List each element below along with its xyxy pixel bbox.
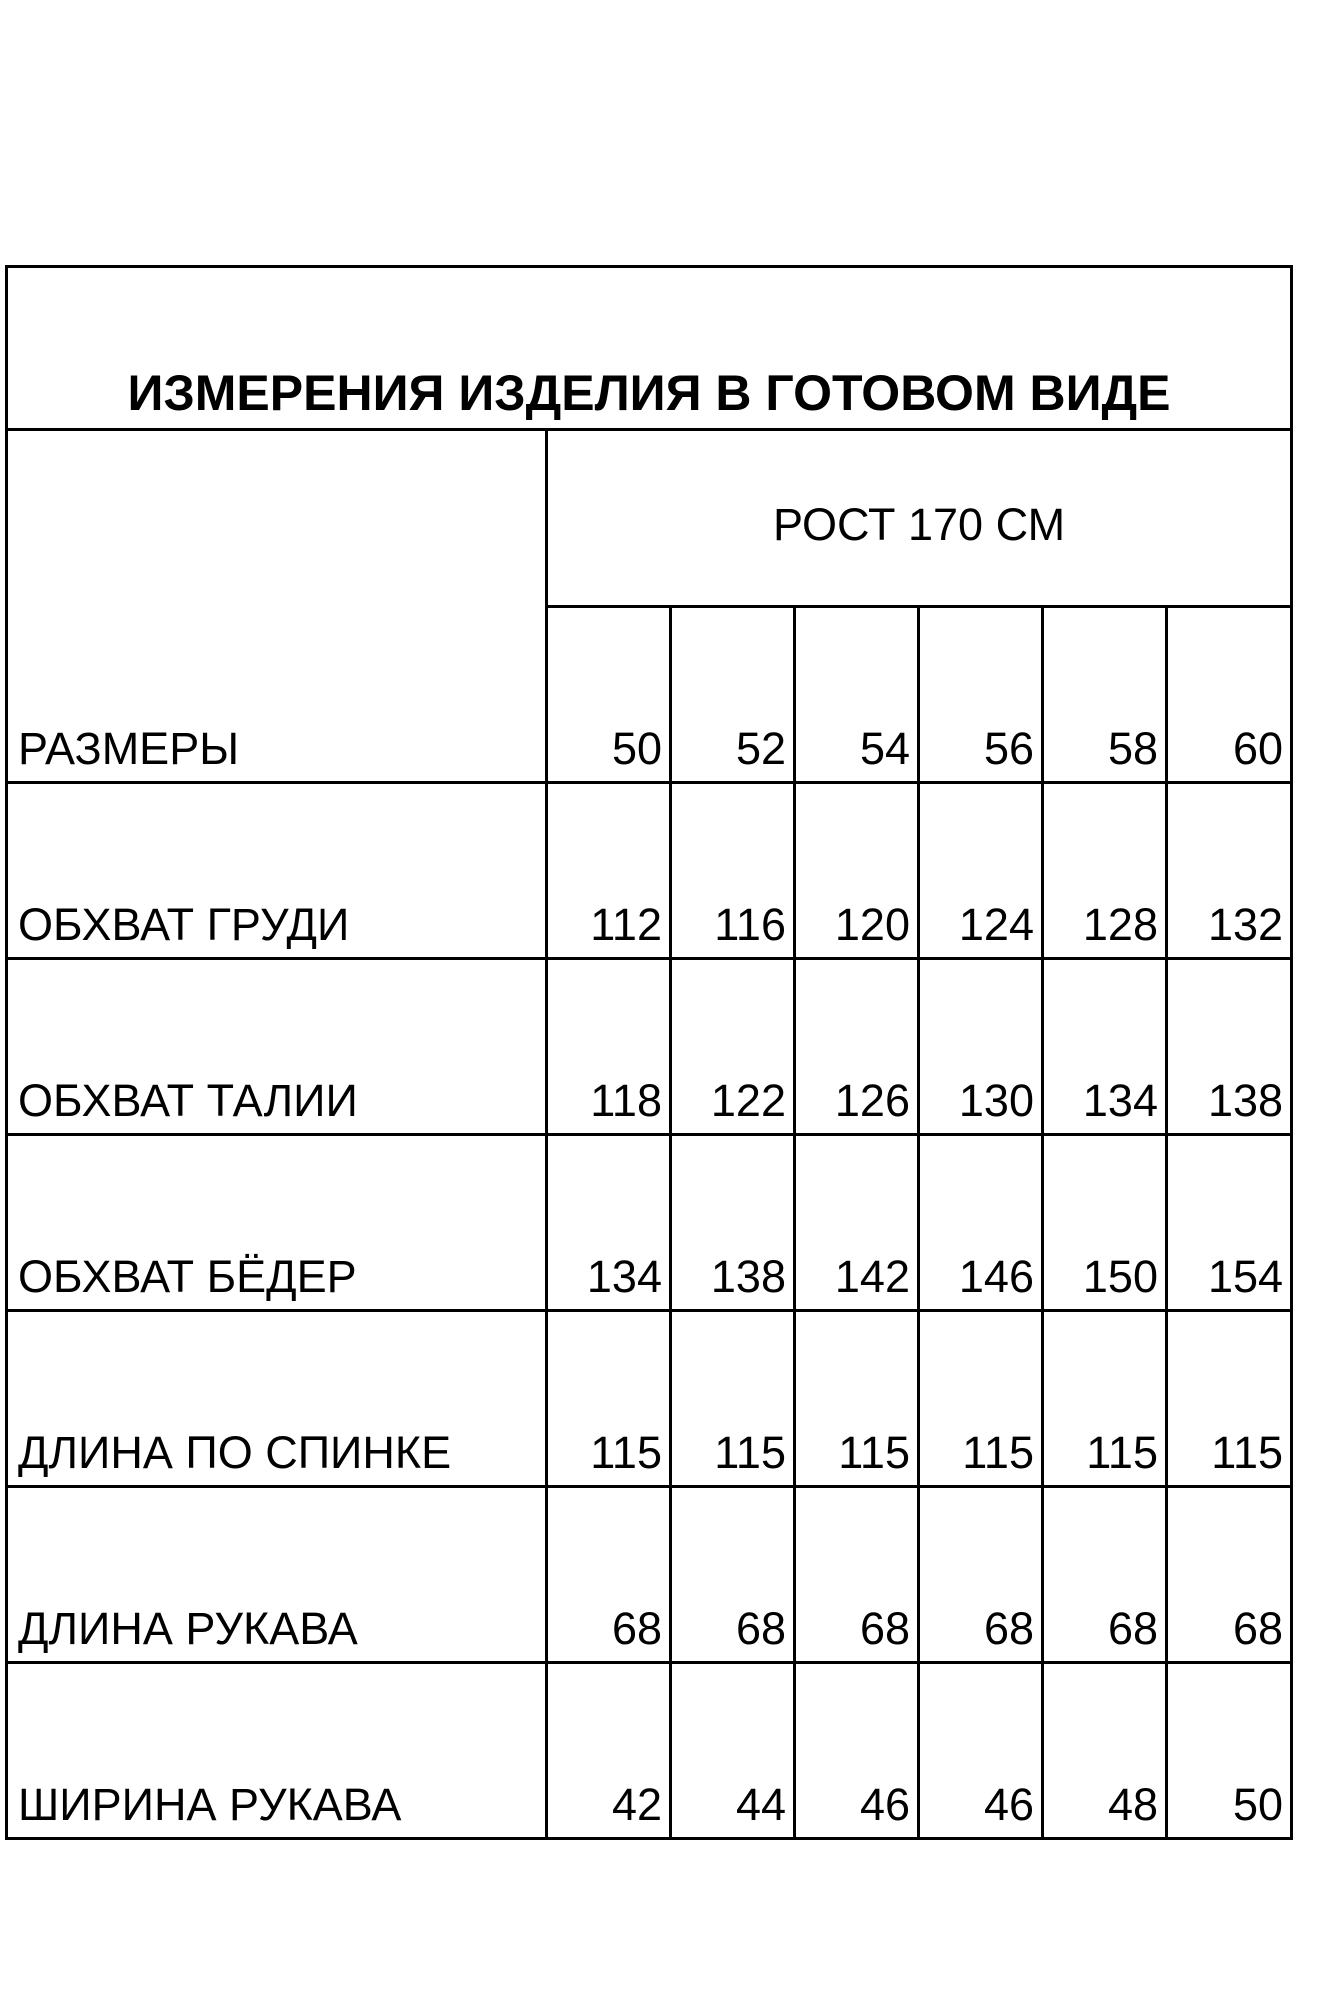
measurement-value: 134 — [547, 1135, 671, 1311]
measurement-value: 68 — [795, 1487, 919, 1663]
measurement-value: 118 — [547, 959, 671, 1135]
measurement-value: 68 — [671, 1487, 795, 1663]
size-cell: 54 — [795, 607, 919, 783]
sizes-row — [7, 607, 1292, 783]
measurement-value: 116 — [671, 783, 795, 959]
measurement-value: 115 — [919, 1311, 1043, 1487]
measurement-value: 44 — [671, 1663, 795, 1839]
measurement-label: ШИРИНА РУКАВА — [7, 1663, 547, 1839]
measurement-value: 115 — [671, 1311, 795, 1487]
table-row — [7, 1311, 1292, 1487]
measurement-value: 122 — [671, 959, 795, 1135]
measurement-label: ОБХВАТ БЁДЕР — [7, 1135, 547, 1311]
table-row — [7, 959, 1292, 1135]
measurement-value: 68 — [1043, 1487, 1167, 1663]
measurement-value: 42 — [547, 1663, 671, 1839]
measurement-value: 130 — [919, 959, 1043, 1135]
title-row — [7, 267, 1292, 430]
table-row — [7, 1487, 1292, 1663]
height-row — [7, 430, 1292, 607]
measurement-value: 132 — [1167, 783, 1292, 959]
measurement-value: 50 — [1167, 1663, 1292, 1839]
empty-header-cell — [7, 430, 547, 607]
size-cell: 56 — [919, 607, 1043, 783]
measurement-value: 68 — [547, 1487, 671, 1663]
size-cell: 60 — [1167, 607, 1292, 783]
measurement-value: 68 — [919, 1487, 1043, 1663]
measurement-value: 142 — [795, 1135, 919, 1311]
measurement-value: 134 — [1043, 959, 1167, 1135]
table-title: ИЗМЕРЕНИЯ ИЗДЕЛИЯ В ГОТОВОМ ВИДЕ — [7, 267, 1292, 430]
measurement-value: 126 — [795, 959, 919, 1135]
measurement-value: 48 — [1043, 1663, 1167, 1839]
measurement-value: 68 — [1167, 1487, 1292, 1663]
measurement-label: ОБХВАТ ГРУДИ — [7, 783, 547, 959]
measurement-value: 138 — [1167, 959, 1292, 1135]
table-row — [7, 783, 1292, 959]
measurement-value: 154 — [1167, 1135, 1292, 1311]
table-row — [7, 1135, 1292, 1311]
measurement-value: 150 — [1043, 1135, 1167, 1311]
measurement-value: 146 — [919, 1135, 1043, 1311]
measurement-value: 128 — [1043, 783, 1167, 959]
measurement-label: ОБХВАТ ТАЛИИ — [7, 959, 547, 1135]
measurement-value: 124 — [919, 783, 1043, 959]
table-row — [7, 1663, 1292, 1839]
measurement-value: 112 — [547, 783, 671, 959]
measurement-label: ДЛИНА ПО СПИНКЕ — [7, 1311, 547, 1487]
size-chart-table — [5, 265, 1293, 1840]
size-cell: 52 — [671, 607, 795, 783]
size-cell: 50 — [547, 607, 671, 783]
measurement-value: 115 — [1167, 1311, 1292, 1487]
measurement-value: 138 — [671, 1135, 795, 1311]
measurement-value: 46 — [919, 1663, 1043, 1839]
measurement-value: 115 — [795, 1311, 919, 1487]
measurement-value: 46 — [795, 1663, 919, 1839]
measurement-value: 115 — [547, 1311, 671, 1487]
size-cell: 58 — [1043, 607, 1167, 783]
measurement-label: ДЛИНА РУКАВА — [7, 1487, 547, 1663]
measurement-value: 120 — [795, 783, 919, 959]
height-label: РОСТ 170 СМ — [547, 430, 1292, 607]
measurement-value: 115 — [1043, 1311, 1167, 1487]
sizes-label: РАЗМЕРЫ — [7, 607, 547, 783]
